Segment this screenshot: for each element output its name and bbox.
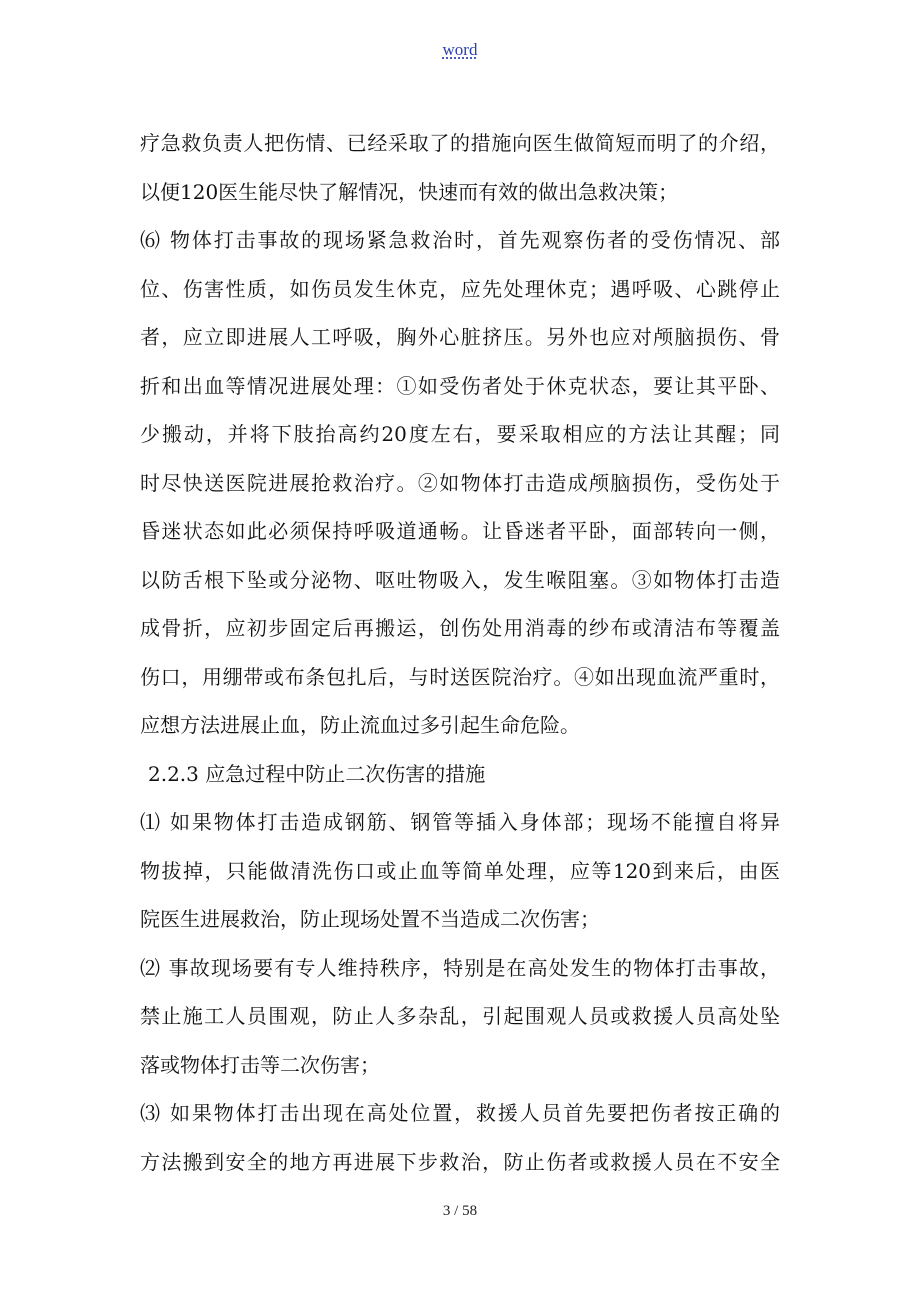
text-line: 疗急救负责人把伤情、已经采取了的措施向医生做简短而明了的介绍，: [140, 131, 780, 155]
text-line: 禁止施工人员围观，防止人多杂乱，引起围观人员或救援人员高处坠: [140, 1004, 780, 1028]
text-line: ⑴ 如果物体打击造成钢筋、钢管等插入身体部；现场不能擅自将异: [140, 810, 780, 834]
text-line: 应想方法进展止血，防止流血过多引起生命危险。: [140, 713, 580, 737]
text-line: ⑵ 事故现场要有专人维持秩序，特别是在高处发生的物体打击事故，: [140, 955, 780, 980]
section-heading: 2.2.3 应急过程中防止二次伤害的措施: [148, 761, 486, 786]
page-header: [0, 40, 920, 60]
text-line: 方法搬到安全的地方再进展下步救治，防止伤者或救援人员在不安全: [140, 1149, 780, 1174]
text-line: 昏迷状态如此必须保持呼吸道通畅。让昏迷者平卧，面部转向一侧，: [140, 519, 780, 543]
text-line: 折和出血等情况进展处理：①如受伤者处于休克状态，要让其平卧、: [140, 373, 780, 398]
text-line: 时尽快送医院进展抢救治疗。②如物体打击造成颅脑损伤，受伤处于: [140, 470, 780, 495]
text-line: 者，应立即进展人工呼吸，胸外心脏挤压。另外也应对颅脑损伤、骨: [140, 325, 780, 349]
text-line: 伤口，用绷带或布条包扎后，与时送医院治疗。④如出现血流严重时，: [140, 664, 780, 689]
text-line: 位、伤害性质，如伤员发生休克，应先处理休克；遇呼吸、心跳停止: [140, 276, 780, 301]
text-line: 落或物体打击等二次伤害；: [140, 1052, 380, 1077]
text-line: 成骨折，应初步固定后再搬运，创伤处用消毒的纱布或清洁布等覆盖: [140, 616, 780, 640]
text-line: ⑶ 如果物体打击出现在高处位置，救援人员首先要把伤者按正确的: [140, 1101, 780, 1125]
header-word-link[interactable]: word: [442, 40, 478, 59]
page-number: 3 / 58: [442, 1203, 478, 1219]
document-body: [140, 119, 780, 1186]
text-line: 物拔掉，只能做清洗伤口或止血等简单处理，应等120到来后，由医: [140, 858, 780, 883]
text-line: 以便120医生能尽快了解情况，快速而有效的做出急救决策；: [140, 179, 679, 204]
text-line: ⑹ 物体打击事故的现场紧急救治时，首先观察伤者的受伤情况、部: [140, 228, 780, 252]
text-line: 少搬动，并将下肢抬高约20度左右，要采取相应的方法让其醒；同: [140, 422, 780, 446]
text-line: 以防舌根下坠或分泌物、呕吐物吸入，发生喉阻塞。③如物体打击造: [140, 567, 780, 592]
text-line: 院医生进展救治，防止现场处置不当造成二次伤害；: [140, 907, 600, 931]
